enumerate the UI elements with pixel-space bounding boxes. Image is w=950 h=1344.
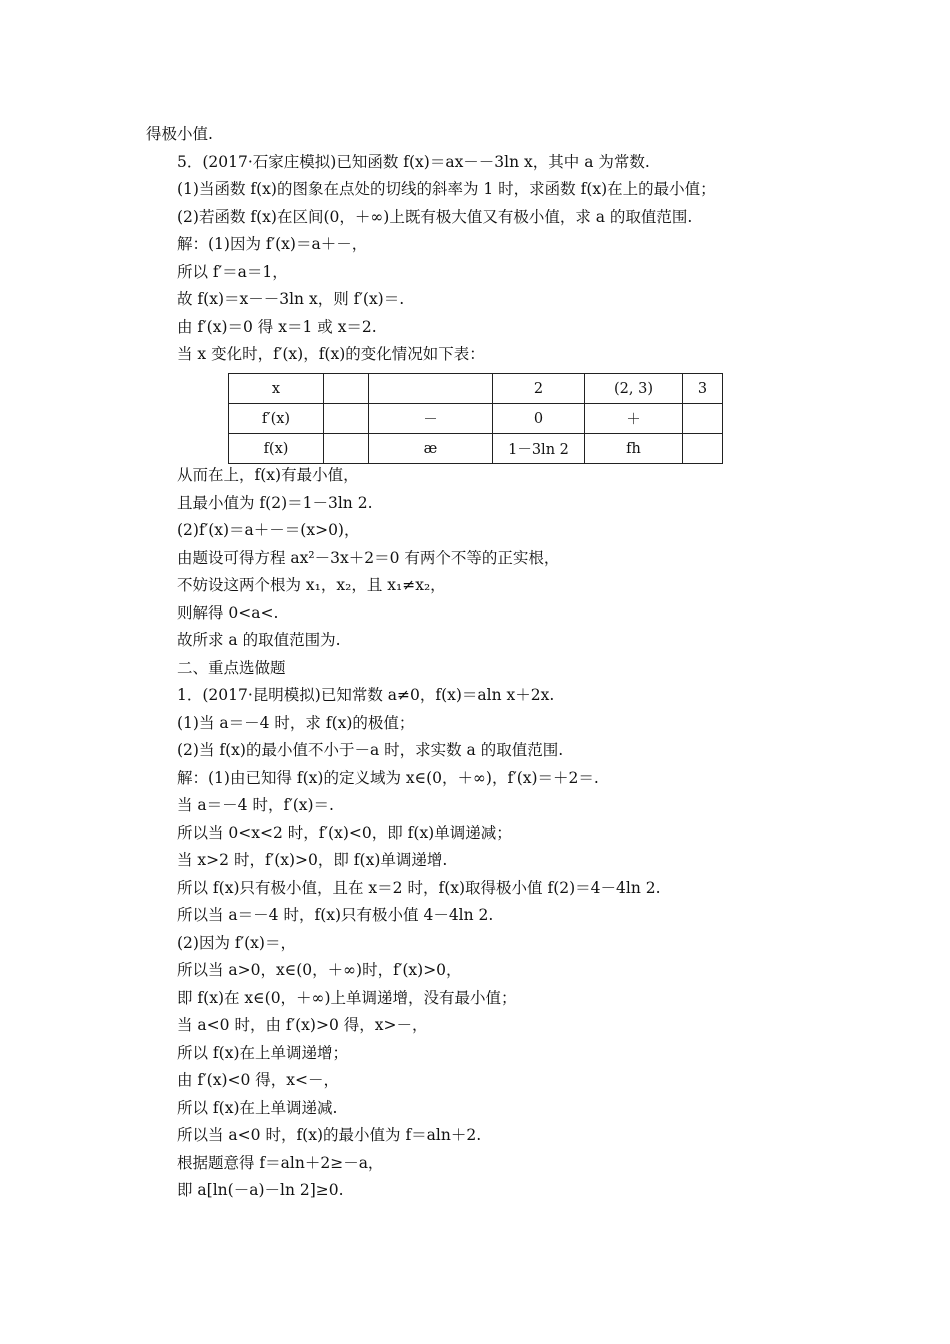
text-line: 由 f′(x)<0 得，x<－，: [177, 1071, 340, 1089]
text-line: 则解得 0<a<.: [177, 603, 279, 622]
text-line: (1)当 a＝－4 时，求 f(x)的极值；: [177, 713, 415, 732]
table-cell: x: [229, 374, 324, 404]
table-cell: －: [369, 404, 493, 434]
text-line: 即 a[ln(－a)－ln 2]≥0.: [177, 1181, 344, 1199]
text-line: 故 f(x)＝x－－3ln x，则 f′(x)＝.: [177, 290, 405, 308]
variation-table: [228, 373, 723, 464]
table-cell: 3: [683, 374, 723, 404]
text-line: (1)当函数 f(x)的图象在点处的切线的斜率为 1 时，求函数 f(x)在上的最小值；: [177, 180, 716, 198]
text-line: 解：(1)因为 f′(x)＝a＋－，: [177, 235, 368, 253]
text-line: 即 f(x)在 x∈(0，＋∞)上单调递增，没有最小值；: [177, 988, 517, 1007]
table-cell: ＋: [585, 404, 683, 434]
table-cell: 2: [493, 374, 585, 404]
text-line: 不妨设这两个根为 x₁，x₂，且 x₁≠x₂，: [177, 576, 446, 594]
text-line: 由题设可得方程 ax²－3x＋2＝0 有两个不等的正实根，: [177, 548, 560, 567]
table-cell: [324, 404, 369, 434]
text-line: 当 a＝－4 时，f′(x)＝.: [177, 796, 334, 814]
text-line: (2)f′(x)＝a＋－＝(x>0)，: [177, 521, 360, 539]
table-cell: [324, 374, 369, 404]
text-line: 所以当 0<x<2 时，f′(x)<0，即 f(x)单调递减；: [177, 823, 512, 842]
text-line: 所以当 a>0，x∈(0，＋∞)时，f′(x)>0，: [177, 961, 462, 979]
text-line: 5．(2017·石家庄模拟)已知函数 f(x)＝ax－－3ln x，其中 a 为常数.: [177, 152, 650, 171]
table-row: [229, 434, 723, 464]
text-line: 故所求 a 的取值范围为.: [177, 631, 341, 649]
text-line: (2)因为 f′(x)＝，: [177, 933, 296, 952]
table-cell: [683, 434, 723, 464]
text-line: 所以 f′＝a＝1，: [177, 262, 288, 281]
table-cell: [683, 404, 723, 434]
text-line: 从而在上，f(x)有最小值，: [177, 466, 359, 484]
table-row: [229, 374, 723, 404]
text-line: 且最小值为 f(2)＝1－3ln 2.: [177, 493, 373, 512]
table-row: [229, 404, 723, 434]
text-line: 根据题意得 f＝aln＋2≥－a，: [177, 1153, 384, 1172]
table-cell: f(x): [229, 434, 324, 464]
table-cell: æ: [369, 434, 493, 464]
table-cell: (2, 3): [585, 374, 683, 404]
text-line: 由 f′(x)＝0 得 x＝1 或 x＝2.: [177, 317, 377, 336]
table-cell: [369, 374, 493, 404]
text-line: 所以当 a<0 时，f(x)的最小值为 f＝aln＋2.: [177, 1126, 482, 1144]
text-line: 二、重点选做题: [177, 658, 286, 677]
text-line: 当 a<0 时，由 f′(x)>0 得，x>－，: [177, 1016, 428, 1034]
text-line: 1．(2017·昆明模拟)已知常数 a≠0，f(x)＝aln x＋2x.: [177, 686, 555, 704]
text-line: 解：(1)由已知得 f(x)的定义域为 x∈(0，＋∞)，f′(x)＝＋2＝.: [177, 768, 599, 787]
text-line: 所以当 a＝－4 时，f(x)只有极小值 4－4ln 2.: [177, 906, 494, 924]
text-line: 所以 f(x)在上单调递增；: [177, 1043, 349, 1062]
table-cell: 1－3ln 2: [493, 434, 585, 464]
text-line: (2)当 f(x)的最小值不小于－a 时，求实数 a 的取值范围.: [177, 741, 564, 759]
text-line: 当 x 变化时，f′(x)，f(x)的变化情况如下表：: [177, 345, 485, 363]
text-line: 所以 f(x)在上单调递减.: [177, 1098, 338, 1117]
text-line: 当 x>2 时，f′(x)>0，即 f(x)单调递增.: [177, 851, 448, 869]
table-cell: [324, 434, 369, 464]
text-line: 所以 f(x)只有极小值，且在 x＝2 时，f(x)取得极小值 f(2)＝4－4ln 2.: [177, 878, 661, 897]
table-cell: fh: [585, 434, 683, 464]
table-cell: 0: [493, 404, 585, 434]
table-cell: f′(x): [229, 404, 324, 434]
text-line: (2)若函数 f(x)在区间(0，＋∞)上既有极大值又有极小值，求 a 的取值范围.: [177, 207, 693, 226]
text-line: 得极小值.: [146, 125, 213, 143]
